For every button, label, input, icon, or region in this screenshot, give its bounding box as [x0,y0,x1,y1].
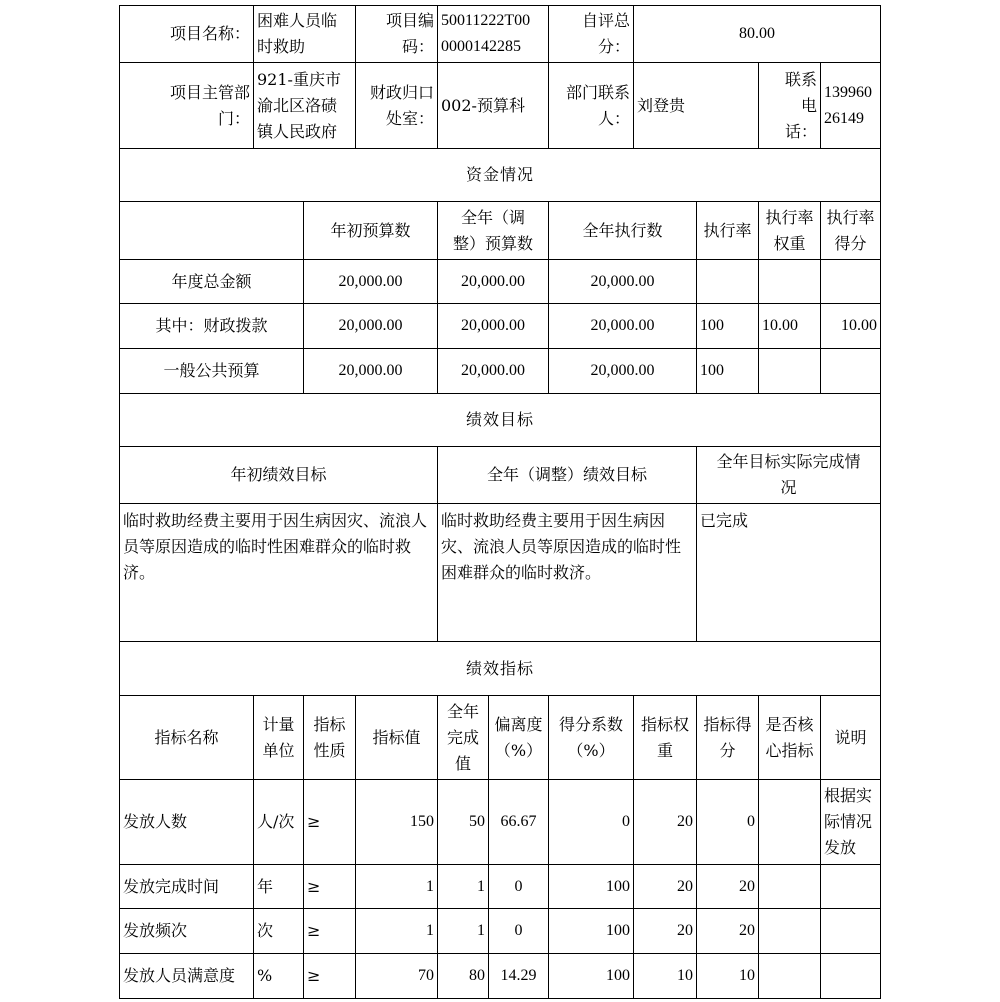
finance-office-label [355,62,438,149]
indicator-deviation-text: 14.29 [500,967,537,984]
self-score-label-text: 自评总 分： [581,11,630,56]
indicator-score [696,779,759,865]
indicator-actual [437,953,489,999]
funds-header [696,201,759,260]
goal-adjusted-text [437,503,697,642]
indicator-header [820,695,881,780]
funds-header-text: 全年（调 整）预算数 [452,207,533,253]
goals-header-initial [119,446,438,504]
indicator-header-text: 指标得 分 [703,714,752,760]
goal-actual-text [696,503,881,642]
goals-section-title-text: 绩效目标 [465,410,534,429]
indicator-weight [633,908,697,954]
indicator-header-text: 指标权 重 [640,714,689,760]
funds-cell-text: 20,000.00 [338,272,403,290]
indicator-nature [303,864,356,909]
indicator-name-text: 发放人数 [123,812,188,831]
funds-header-text: 执行率 [703,220,752,240]
indicator-unit [253,953,304,999]
indicator-weight-text: 20 [677,813,693,830]
indicator-nature [303,779,356,865]
indicator-nature-text: ≥ [307,876,321,896]
funds-header [548,201,697,260]
funds-cell [437,259,549,304]
funds-cell [758,348,821,394]
indicator-target-text: 150 [410,813,434,830]
indicator-note-text: 根据实 际情况 发放 [824,786,873,857]
indicator-coef [548,864,634,909]
self-score-label [548,5,634,63]
funds-cell-text: 20,000.00 [590,362,655,379]
indicator-name [119,953,254,999]
indicator-target-text: 70 [418,967,434,984]
indicator-actual [437,864,489,909]
indicator-name [119,908,254,954]
indicator-weight-text: 20 [677,877,693,895]
funds-cell [820,348,881,394]
indicator-deviation-text: 0 [514,922,523,939]
indicator-header-text: 得分系数 （%） [558,714,623,760]
self-score-value [633,5,881,63]
indicator-note [820,953,881,999]
funds-row-label-text: 年度总金额 [171,271,252,291]
indicator-score [696,908,759,954]
goal-initial-text-text: 临时救助经费主要用于因生病因灾、流浪人员等原因造成的临时性困难群众的临时救济。 [123,511,428,582]
indicator-nature-text: ≥ [307,812,321,831]
indicator-header [758,695,821,780]
indicator-header [355,695,438,780]
funds-cell [303,303,438,349]
goals-header-adjusted [437,446,697,504]
indicator-unit-text: 次 [257,921,274,940]
funds-header-text: 执行率 权重 [765,207,814,253]
funds-cell-text: 20,000.00 [590,317,655,334]
goals-header-initial-text: 年初绩效目标 [230,465,327,484]
indicator-note [820,779,881,865]
funds-cell-text: 20,000.00 [461,272,525,290]
project-code-label [355,5,438,63]
self-score-value-text: 80.00 [739,25,775,42]
department-value [253,62,356,149]
funds-row-label [119,303,304,349]
indicator-nature [303,953,356,999]
indicator-coef [548,779,634,865]
indicator-name [119,779,254,865]
indicator-target [355,864,438,909]
indicator-name-text: 发放频次 [123,921,188,940]
funds-cell-text: 20,000.00 [590,272,655,290]
indicator-header-text: 指标名称 [154,727,219,747]
indicator-weight-text: 20 [677,922,693,939]
funds-cell [303,348,438,394]
funds-header-text: 年初预算数 [330,220,411,240]
indicator-coef [548,908,634,954]
indicator-weight [633,953,697,999]
funds-header [820,201,881,260]
indicator-unit [253,779,304,865]
indicator-actual [437,779,489,865]
project-code-value [437,5,549,63]
funds-header-blank [119,201,304,260]
funds-cell-text: 10.00 [841,317,877,334]
goals-header-actual [696,446,881,504]
department-value-text: 921-重庆市 渝北区洛碛 镇人民政府 [257,69,341,141]
indicators-section-title-text: 绩效指标 [465,658,534,678]
indicator-header-text: 计量 单位 [262,714,295,760]
indicator-header [488,695,549,780]
indicator-actual-text: 50 [469,813,485,830]
funds-section-title-text: 资金情况 [465,165,534,184]
indicator-unit [253,864,304,909]
goals-header-actual-text: 全年目标实际完成情 况 [716,452,861,497]
funds-cell [820,259,881,304]
indicators-section-title [119,641,881,696]
goal-initial-text [119,503,438,642]
indicator-header [437,695,489,780]
indicator-header [633,695,697,780]
indicator-target [355,779,438,865]
funds-row-label [119,348,304,394]
phone-label [758,62,821,149]
phone-label-text: 联系 电 话： [784,69,817,141]
indicator-core [758,864,821,909]
goals-section-title [119,393,881,447]
indicator-coef-text: 100 [606,922,630,939]
funds-cell-text: 20,000.00 [461,317,525,334]
funds-cell-text: 20,000.00 [461,362,525,379]
contact-person-label [548,62,634,149]
indicator-header [696,695,759,780]
funds-cell [758,259,821,304]
indicator-score-text: 20 [739,877,755,895]
indicator-weight [633,779,697,865]
indicator-core [758,953,821,999]
funds-header-text: 执行率 得分 [826,207,875,253]
indicator-weight-text: 10 [677,967,693,984]
indicator-header-text: 指标 性质 [313,714,346,760]
indicator-target-text: 1 [426,877,434,895]
project-code-label-text: 项目编 码： [385,11,434,56]
project-code-value-text: 50011222T00 0000142285 [441,12,531,55]
indicator-target [355,908,438,954]
indicator-nature-text: ≥ [307,966,321,985]
department-label [119,62,254,149]
funds-row-label-text: 一般公共预算 [163,361,260,380]
indicator-score-text: 0 [747,813,755,830]
indicator-header-text: 全年 完成 值 [446,701,479,773]
funds-row-label [119,259,304,304]
indicator-header [253,695,304,780]
indicator-header [303,695,356,780]
project-name-label-text: 项目名称： [169,24,250,43]
indicator-unit-text: 年 [257,876,274,896]
funds-cell-text: 100 [700,362,724,379]
indicator-coef-text: 100 [606,967,630,984]
indicator-name [119,864,254,909]
funds-cell [548,259,697,304]
indicator-actual [437,908,489,954]
funds-header-text: 全年执行数 [582,220,663,240]
project-name-value [253,5,356,63]
indicator-deviation [488,953,549,999]
finance-office-label-text: 财政归口 处室： [369,82,434,128]
indicator-score [696,864,759,909]
funds-cell-text: 20,000.00 [338,317,403,334]
indicator-deviation-text: 66.67 [500,813,537,830]
indicator-target-text: 1 [426,922,434,939]
project-name-label [119,5,254,63]
indicator-deviation [488,864,549,909]
funds-cell [548,348,697,394]
goal-adjusted-text-text: 临时救助经费主要用于因生病因灾、流浪人员等原因造成的临时性困难群众的临时救济。 [441,511,682,582]
funds-header [437,201,549,260]
contact-person-value-text: 刘登贵 [637,95,686,115]
contact-person-value [633,62,759,149]
indicator-deviation-text: 0 [514,877,523,895]
indicator-coef-text: 100 [606,877,630,895]
funds-cell-text: 10.00 [762,317,798,334]
indicator-note [820,908,881,954]
indicator-deviation [488,779,549,865]
funds-cell-text: 100 [700,317,724,334]
goals-header-adjusted-text: 全年（调整）绩效目标 [486,465,647,484]
indicator-nature [303,908,356,954]
indicator-deviation [488,908,549,954]
phone-value-text: 139960 26149 [824,83,872,127]
funds-cell [820,303,881,349]
funds-cell [437,348,549,394]
funds-row-label-text: 其中：财政拨款 [155,316,268,335]
indicator-coef [548,953,634,999]
funds-cell-text: 20,000.00 [338,362,403,379]
funds-cell [696,259,759,304]
indicator-nature-text: ≥ [307,921,321,940]
project-name-value-text: 困难人员临 时救助 [257,11,338,56]
indicator-score-text: 10 [739,967,755,984]
funds-cell [758,303,821,349]
phone-value [820,62,881,149]
indicator-core [758,908,821,954]
indicator-header-text: 偏离度 （%） [494,714,543,760]
funds-cell [548,303,697,349]
funds-section-title [119,148,881,202]
indicator-header [548,695,634,780]
funds-header [758,201,821,260]
indicator-actual-text: 80 [469,967,485,984]
goal-actual-text-text: 已完成 [700,511,749,530]
indicator-coef-text: 0 [622,813,630,830]
funds-cell [696,303,759,349]
indicator-name-text: 发放完成时间 [123,876,220,896]
funds-cell [437,303,549,349]
finance-office-value-text: 002-预算科 [441,95,525,115]
finance-office-value [437,62,549,149]
indicator-score-text: 20 [739,922,755,939]
department-label-text: 项目主管部 门： [169,82,250,128]
indicator-name-text: 发放人员满意度 [123,966,236,985]
indicator-unit-text: % [257,966,273,985]
indicator-header-text: 是否核 心指标 [765,714,814,760]
funds-header [303,201,438,260]
indicator-header [119,695,254,780]
indicator-header-text: 说明 [834,727,867,747]
funds-cell [303,259,438,304]
indicator-header-text: 指标值 [372,727,421,747]
indicator-core [758,779,821,865]
indicator-unit [253,908,304,954]
indicator-actual-text: 1 [477,922,485,939]
indicator-note [820,864,881,909]
indicator-score [696,953,759,999]
indicator-actual-text: 1 [477,877,485,895]
contact-person-label-text: 部门联系 人： [565,82,630,128]
funds-cell [696,348,759,394]
indicator-weight [633,864,697,909]
indicator-target [355,953,438,999]
indicator-unit-text: 人/次 [257,812,295,831]
